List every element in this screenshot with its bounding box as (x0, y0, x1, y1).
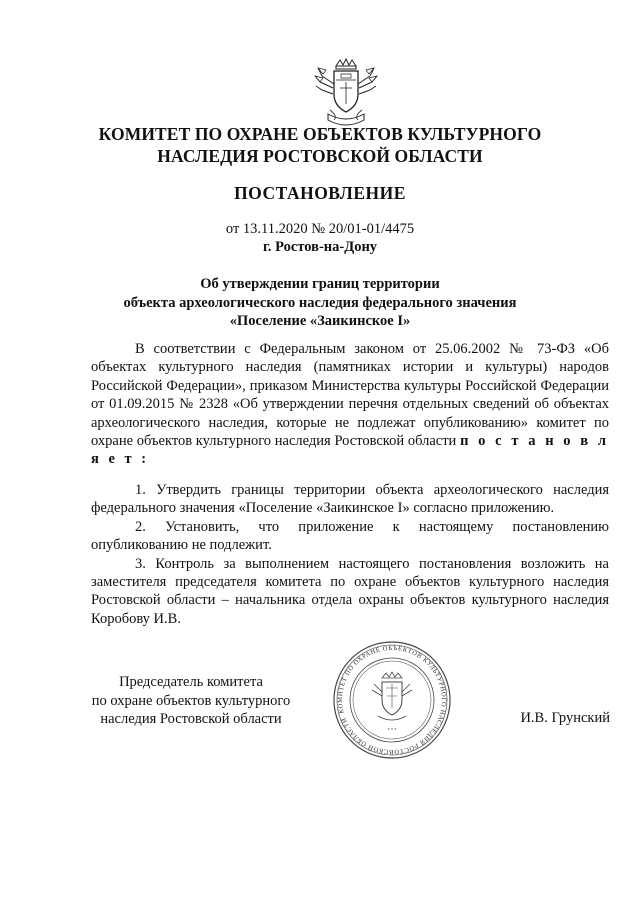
signatory-position (91, 673, 291, 729)
decree-word: п о с т а н о в л я е т : (91, 433, 610, 468)
decree-item-2: 2. Установить, что приложение к настоящему постановлению опубликованию не подлежит. (91, 518, 609, 554)
subject-line-2: объекта археологического наследия федерального значения (123, 294, 517, 311)
preamble-paragraph (91, 340, 609, 469)
organization-line-1: КОМИТЕТ ПО ОХРАНЕ ОБЪЕКТОВ КУЛЬТУРНОГО (98, 124, 542, 144)
organization-name (0, 123, 640, 167)
decree-item-1: 1. Утвердить границы территории объекта археологического наследия федерального значения «Поселение «Заикинское I» согласно приложению. (91, 482, 609, 517)
coat-of-arms-icon (314, 58, 378, 130)
position-line-1: Председатель комитета (119, 674, 263, 690)
subject-line-3: «Поселение «Заикинское I» (229, 313, 411, 329)
svg-text:КОМИТЕТ ПО ОХРАНЕ ОБЪЕКТОВ КУЛ: КОМИТЕТ ПО ОХРАНЕ ОБЪЕКТОВ КУЛЬТУРНОГО НАСЛЕДИЯ РОСТОВСКОЙ ОБЛАСТИ (336, 644, 448, 756)
signatory-name: И.В. Грунский (520, 710, 610, 726)
decree-item-3: 3. Контроль за выполнением настоящего постановления возложить на заместителя председателя комитета по охране объектов культурного наследия Ростовской области – начальника отдела охраны объектов культурного наследия Коробову И.В. (91, 555, 609, 627)
document-type: ПОСТАНОВЛЕНИЕ (234, 183, 406, 203)
svg-text:* * *: * * * (387, 728, 397, 734)
subject-line-1: Об утверждении границ территории (200, 276, 440, 292)
decree-items (91, 481, 609, 628)
document-city: г. Ростов-на-Дону (262, 239, 378, 255)
preamble-text: В соответствии с Федеральным законом от 25.06.2002 № 73-ФЗ «Об объектах культурного наследия (памятниках истории и культуры) народов Российской Федерации», приказом Министерства культуры Российской Федерации от 01.09.2015 № 2328 «Об утверждении перечня отдельных сведений об объектах археологического наследия, которые не подлежат опубликованию» комитет по охране объектов культурного наследия Ростовской области (91, 341, 609, 450)
position-line-2: по охране объектов культурного (91, 692, 291, 709)
position-line-3: наследия Ростовской области (100, 711, 282, 727)
document-subject (0, 275, 640, 331)
document-date-number: от 13.11.2020 № 20/01-01/4475 (225, 221, 415, 237)
official-seal-icon (322, 640, 462, 760)
organization-line-2: НАСЛЕДИЯ РОСТОВСКОЙ ОБЛАСТИ (157, 146, 483, 166)
